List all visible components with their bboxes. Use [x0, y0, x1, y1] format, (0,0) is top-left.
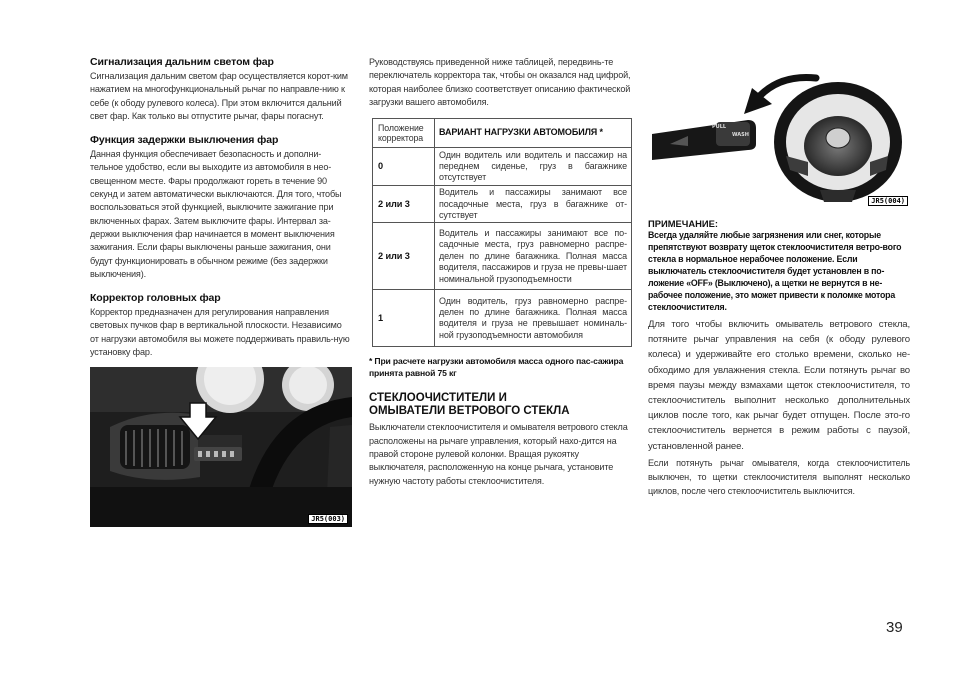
table-cell-position: 2 или 3	[373, 223, 435, 290]
washer-off-paragraph: Если потянуть рычаг омывателя, когда стеклоочиститель выключен, то щетки стеклоочистителя выполнят несколько циклов, после чего стеклоочиститель выключится.	[648, 457, 910, 497]
washer-paragraph: Для того чтобы включить омыватель ветрового стекла, потяните рычаг управления на себя (к ободу рулевого колеса) и удерживайте его столько времени, сколько не-обходимо для увлажнения стекла. Если потянуть рычаг во время паузы между взмахами щеток стеклоочистителя, то стеклоочиститель выполнит несколько дополнительных циклов после того, как рычаг будет отпущен. После это-го стеклоочиститель вернется в режим работы с паузой, установленной ранее.	[648, 319, 910, 452]
load-table	[372, 118, 632, 347]
table-cell-position: 0	[373, 148, 435, 186]
table-row	[373, 186, 632, 223]
table-header-position: Положение корректора	[373, 119, 435, 148]
table-row	[373, 148, 632, 186]
section-title-delay: Функция задержки выключения фар	[90, 134, 279, 147]
wiper-section-title: СТЕКЛООЧИСТИТЕЛИ И ОМЫВАТЕЛИ ВЕТРОВОГО СТЕКЛА	[369, 392, 570, 418]
wiper-stalk-figure	[648, 64, 910, 208]
table-header-variant: ВАРИАНТ НАГРУЗКИ АВТОМОБИЛЯ *	[435, 119, 632, 148]
column-middle	[369, 56, 633, 488]
column-right	[648, 56, 910, 498]
dashboard-photo	[90, 367, 352, 527]
section-text-leveling: Корректор предназначен для регулирования направления световых пучков фар в вертикальной плоскости. Независимо от нагрузки автомобиля вы можете поддерживать правиль-ную установку фар.	[90, 307, 350, 358]
section-title-high-beam: Сигнализация дальним светом фар	[90, 56, 274, 68]
table-row	[373, 223, 632, 290]
table-cell-position: 2 или 3	[373, 186, 435, 223]
section-title-leveling: Корректор головных фар	[90, 292, 221, 305]
table-cell-desc: Один водитель или водитель и пассажир на переднем сиденье, груз в багажнике отсутствует	[435, 148, 632, 186]
table-cell-desc: Один водитель, груз равномерно распре-делен по длине багажника. Полная масса водителя и груза не превышает номиналь-ной грузоподъемности автомобиля	[435, 290, 632, 347]
table-footnote: * При расчете нагрузки автомобиля масса одного пас-сажира принята равной 75 кг	[369, 356, 624, 379]
steering-wheel-illustration	[648, 64, 910, 208]
dashboard-illustration	[90, 367, 352, 527]
column-left	[90, 56, 352, 527]
page-number: 39	[886, 619, 903, 636]
note-title: ПРИМЕЧАНИЕ:	[648, 218, 719, 229]
table-header-row	[373, 119, 632, 148]
stalk-label-pull: PULL	[712, 124, 727, 130]
stalk-label-wash: WASH	[732, 132, 749, 138]
figure-tag: JR5(003)	[308, 514, 348, 524]
table-row	[373, 290, 632, 347]
table-cell-position: 1	[373, 290, 435, 347]
table-cell-desc: Водитель и пассажиры занимают все посадочные места, груз в багажнике от-сутствует	[435, 186, 632, 223]
table-cell-desc: Водитель и пассажиры занимают все по-садочные места, груз равномерно распре-делен по длине багажника. Полная масса водителя, пассажиров и груза не превы-шает номинальной грузоподъемности	[435, 223, 632, 290]
section-text-delay: Данная функция обеспечивает безопасность и дополни-тельное удобство, если вы выходите из автомобиля в нео-свещенном месте. Фары продолжают гореть в течение 90 секунд и затем автоматически выключаются. Для того, чтобы воспользоваться этой функцией, выключите зажигание при включенных фарах. Затем выключите фары. Интервал за-держки выключения фар начинается в момент выключения зажигания. Если фары выключены раньше зажигания, они будут функционировать в обычном режиме (без задержки выключения).	[90, 149, 342, 279]
note-text: Всегда удаляйте любые загрязнения или снег, которые препятствуют возврату щеток стеклоочистителя ветро-вого стекла в нормальное нерабочее положение. Если выключатель стеклоочистителя будет установлен в по-ложение «OFF» (Выключено), а щетки не вернутся в не-рабочее положение, это может привести к поломке мотора стеклоочистителя.	[648, 230, 902, 312]
wiper-section-text: Выключатели стеклоочистителя и омывателя ветрового стекла расположены на рычаге управления, который нахо-дится на правой стороне рулевой колонки. Вращая рукоятку выключателя, расположенную на конце рычага, установите нужную частоту работы стеклоочистителя.	[369, 422, 628, 486]
table-intro-text: Руководствуясь приведенной ниже таблицей, передвинь-те переключатель корректора так, чтобы он оказался над цифрой, которая наиболее близко соответствует описанию фактической загрузки вашего автомобиля.	[369, 57, 631, 107]
figure-tag: JR5(004)	[868, 196, 908, 206]
section-text-high-beam: Сигнализация дальним светом фар осуществляется корот-ким нажатием на многофункциональный рычаг по направле-нию к себе (к ободу рулевого колеса). При этом включится дальний свет фар. Как только вы отпустите рычаг, фары погаснут.	[90, 71, 348, 121]
